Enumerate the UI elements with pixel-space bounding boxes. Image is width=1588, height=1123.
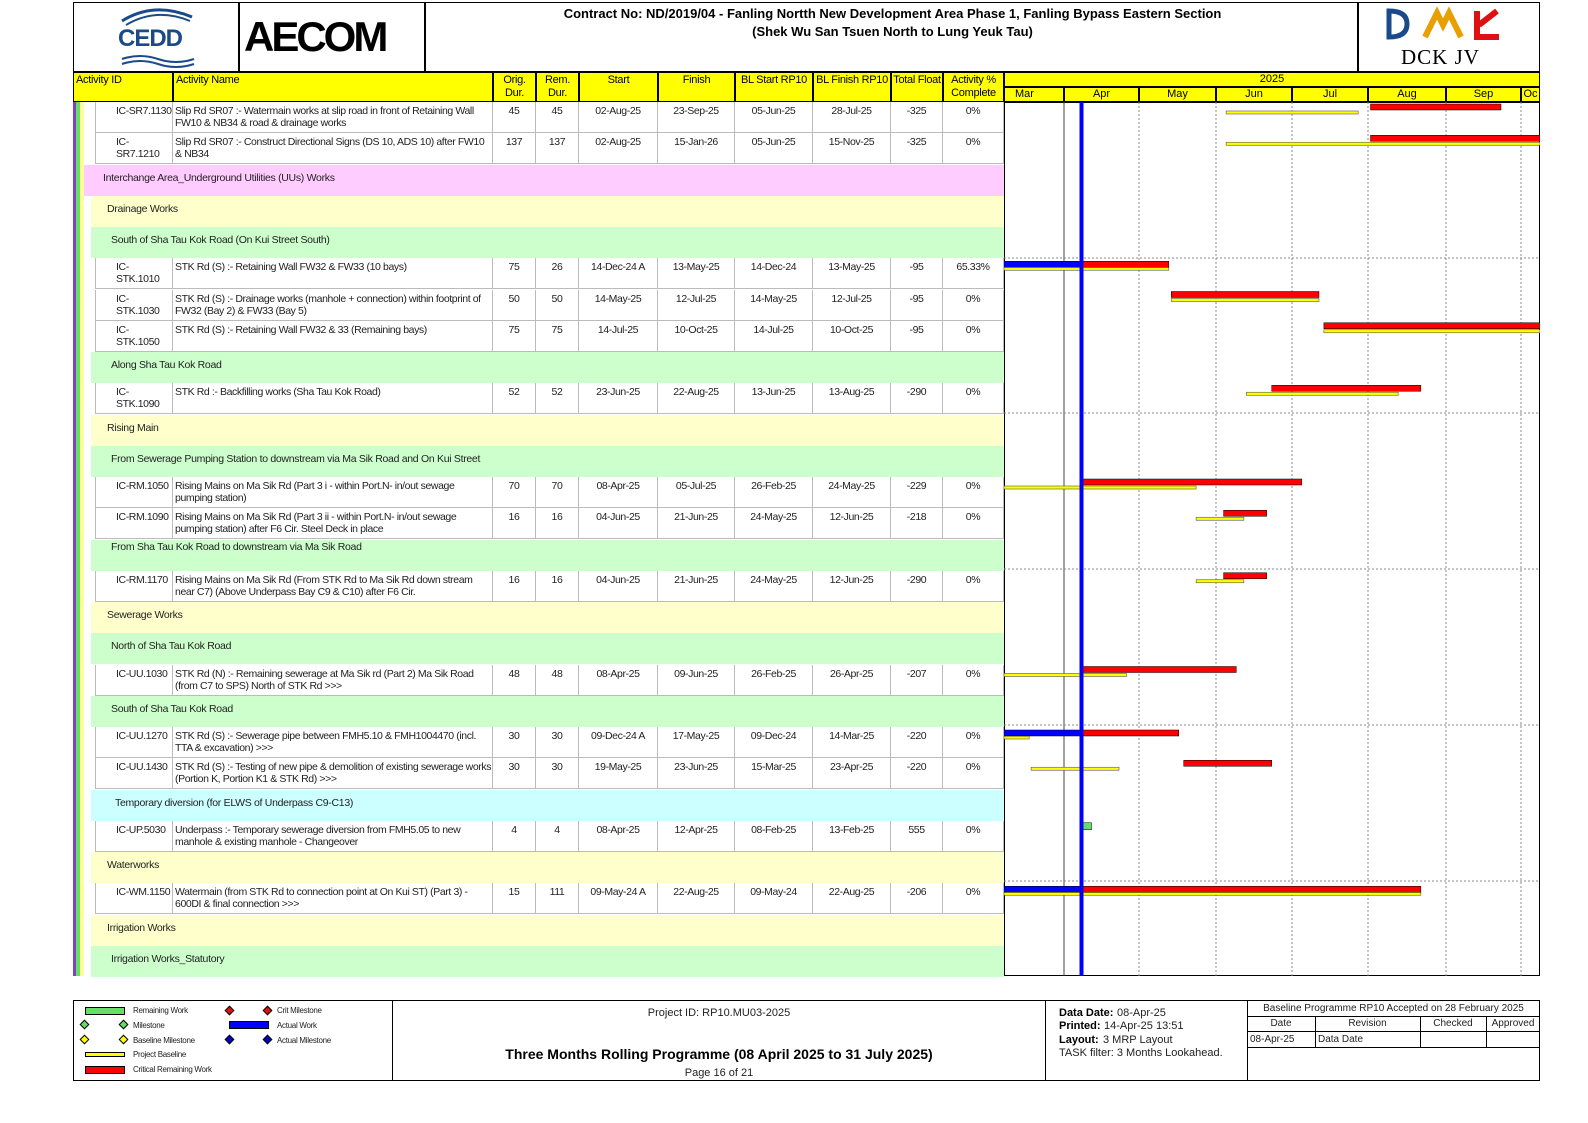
table-row[interactable] — [73, 321, 1004, 352]
legend-critical-swatch — [85, 1066, 125, 1074]
group-row[interactable] — [73, 540, 1004, 571]
table-row[interactable] — [73, 665, 1004, 696]
critical-bar — [1184, 760, 1272, 766]
cell-rem: 16 — [536, 508, 579, 539]
cell-id: IC-RM.1170 — [95, 571, 173, 602]
cell-bls: 08-Feb-25 — [735, 821, 813, 852]
rev-divider-1 — [1247, 1016, 1540, 1017]
cell-pct: 65.33% — [943, 258, 1004, 289]
cell-tf: -95 — [891, 321, 943, 352]
table-row[interactable] — [73, 383, 1004, 414]
table-row[interactable] — [73, 290, 1004, 321]
baseline-bar — [1004, 892, 1421, 895]
cell-finish: 05-Jul-25 — [658, 477, 735, 508]
gantt-month-apr: Apr — [1064, 87, 1139, 102]
critical-bar — [1082, 261, 1169, 267]
rev-header-date: Date — [1270, 1018, 1292, 1029]
col-finish[interactable]: Finish — [658, 72, 735, 102]
cell-start: 02-Aug-25 — [579, 133, 658, 164]
cell-orig: 52 — [493, 383, 536, 414]
legend-remaining-label: Remaining Work — [133, 1006, 188, 1015]
cell-start: 08-Apr-25 — [579, 477, 658, 508]
wbs-stripe-yellow — [80, 102, 84, 976]
cell-orig: 75 — [493, 321, 536, 352]
col-orig-dur[interactable]: Orig. Dur. — [493, 72, 536, 102]
cell-tf: 555 — [891, 821, 943, 852]
baseline-note: Baseline Programme RP10 Accepted on 28 February 2025 — [1263, 1003, 1524, 1014]
cell-tf: -220 — [891, 727, 943, 758]
critical-bar — [1224, 510, 1267, 516]
baseline-bar — [1004, 736, 1029, 739]
col-pct-complete[interactable]: Activity % Complete — [943, 72, 1004, 102]
cell-id: IC-RM.1050 — [95, 477, 173, 508]
cell-pct: 0% — [943, 883, 1004, 914]
group-label: South of Sha Tau Kok Road (On Kui Street South) — [111, 234, 330, 246]
cell-blf: 22-Aug-25 — [813, 883, 891, 914]
cell-finish: 22-Aug-25 — [658, 383, 735, 414]
gantt-month-jul: Jul — [1292, 87, 1368, 102]
cell-rem: 70 — [536, 477, 579, 508]
cell-start: 08-Apr-25 — [579, 665, 658, 696]
cell-pct: 0% — [943, 508, 1004, 539]
cell-finish: 12-Apr-25 — [658, 821, 735, 852]
printed-value: 14-Apr-25 13:51 — [1104, 1020, 1184, 1032]
gantt-month-mar: Mar — [1004, 87, 1064, 102]
task-filter: TASK filter: 3 Months Lookahead. — [1059, 1047, 1223, 1059]
aecom-logo-cell — [239, 2, 425, 72]
group-row[interactable] — [73, 165, 1004, 196]
cell-orig: 50 — [493, 290, 536, 321]
cell-name: STK Rd (S) :- Testing of new pipe & demolition of existing sewerage works (Portion K, Portion K1 & STK Rd) >>> — [173, 758, 493, 789]
critical-bar — [1224, 573, 1267, 579]
group-label: Drainage Works — [107, 202, 178, 215]
cell-name: STK Rd (S) :- Sewerage pipe between FMH5.10 & FMH1004470 (incl. TTA & excavation) >>> — [173, 727, 493, 758]
cell-blf: 12-Jun-25 — [813, 508, 891, 539]
cell-blf: 15-Nov-25 — [813, 133, 891, 164]
cell-bls: 14-Jul-25 — [735, 321, 813, 352]
critical-bar — [1082, 667, 1237, 673]
cell-rem: 111 — [536, 883, 579, 914]
cell-orig: 4 — [493, 821, 536, 852]
group-label: From Sha Tau Kok Road to downstream via Ma Sik Road — [111, 540, 362, 553]
cell-name: STK Rd (S) :- Retaining Wall FW32 & FW33 (10 bays) — [173, 258, 493, 289]
cell-pct: 0% — [943, 821, 1004, 852]
cell-start: 08-Apr-25 — [579, 821, 658, 852]
table-row[interactable] — [73, 758, 1004, 789]
cell-pct: 0% — [943, 290, 1004, 321]
cell-rem: 137 — [536, 133, 579, 164]
cell-blf: 24-May-25 — [813, 477, 891, 508]
cell-blf: 14-Mar-25 — [813, 727, 891, 758]
printed-label: Printed: — [1059, 1020, 1101, 1032]
cell-name: STK Rd :- Backfilling works (Sha Tau Kok Road) — [173, 383, 493, 414]
baseline-bar — [1004, 486, 1196, 489]
layout-value: 3 MRP Layout — [1103, 1034, 1173, 1046]
baseline-bar — [1196, 517, 1244, 520]
legend-actual-work-swatch — [229, 1021, 269, 1029]
baseline-bar — [1031, 767, 1119, 770]
cell-rem: 30 — [536, 727, 579, 758]
cedd-logo-cell — [73, 2, 239, 72]
cell-finish: 23-Sep-25 — [658, 102, 735, 133]
cell-finish: 17-May-25 — [658, 727, 735, 758]
cell-id: IC-SR7.1210 — [95, 133, 173, 164]
gantt-chart — [1004, 102, 1540, 976]
cell-rem: 26 — [536, 258, 579, 289]
group-label: South of Sha Tau Kok Road — [111, 702, 233, 715]
cell-blf: 23-Apr-25 — [813, 758, 891, 789]
cell-rem: 16 — [536, 571, 579, 602]
cell-name: Slip Rd SR07 :- Construct Directional Signs (DS 10, ADS 10) after FW10 & NB34 — [173, 133, 493, 164]
cell-start: 14-Dec-24 A — [579, 258, 658, 289]
cell-orig: 30 — [493, 727, 536, 758]
group-band — [91, 352, 1004, 383]
cell-orig: 30 — [493, 758, 536, 789]
cell-blf: 13-May-25 — [813, 258, 891, 289]
table-row[interactable] — [73, 477, 1004, 508]
cell-orig: 45 — [493, 102, 536, 133]
cell-bls: 14-May-25 — [735, 290, 813, 321]
group-label: Interchange Area_Underground Utilities (UUs) Works — [103, 171, 335, 184]
cell-bls: 14-Dec-24 — [735, 258, 813, 289]
gantt-year: 2025 — [1004, 72, 1540, 87]
cell-orig: 16 — [493, 508, 536, 539]
table-row[interactable] — [73, 102, 1004, 133]
col-activity-id[interactable]: Activity ID — [73, 72, 173, 102]
col-rem-dur[interactable]: Rem. Dur. — [536, 72, 579, 102]
cell-pct: 0% — [943, 727, 1004, 758]
cell-orig: 137 — [493, 133, 536, 164]
cell-name: Underpass :- Temporary sewerage diversion from FMH5.05 to new manhole & existing manhole - Changeover — [173, 821, 493, 852]
cell-tf: -95 — [891, 290, 943, 321]
cell-blf: 26-Apr-25 — [813, 665, 891, 696]
group-label: North of Sha Tau Kok Road — [111, 640, 232, 653]
cell-pct: 0% — [943, 383, 1004, 414]
group-row[interactable] — [73, 946, 1004, 977]
cell-rem: 30 — [536, 758, 579, 789]
cell-id: IC-STK.1030 — [95, 290, 173, 321]
group-row[interactable] — [73, 227, 1004, 258]
cell-pct: 0% — [943, 321, 1004, 352]
gantt-month-sep: Sep — [1446, 87, 1521, 102]
cell-name: STK Rd (S) :- Retaining Wall FW32 & 33 (Remaining bays) — [173, 321, 493, 352]
col-bl-start[interactable]: BL Start RP10 — [735, 72, 813, 102]
cell-finish: 21-Jun-25 — [658, 508, 735, 539]
cell-id: IC-STK.1010 — [95, 258, 173, 289]
cell-start: 04-Jun-25 — [579, 571, 658, 602]
cell-start: 02-Aug-25 — [579, 102, 658, 133]
cell-finish: 13-May-25 — [658, 258, 735, 289]
cell-start: 04-Jun-25 — [579, 508, 658, 539]
critical-bar — [1082, 886, 1421, 892]
critical-bar — [1082, 479, 1302, 485]
layout-label: Layout: — [1059, 1034, 1099, 1046]
cell-name: Slip Rd SR07 :- Watermain works at slip road in front of Retaining Wall FW10 & NB34 & road & drainage works — [173, 102, 493, 133]
cell-bls: 05-Jun-25 — [735, 102, 813, 133]
cell-rem: 50 — [536, 290, 579, 321]
group-row[interactable] — [73, 446, 1004, 477]
cell-bls: 26-Feb-25 — [735, 477, 813, 508]
cell-bls: 24-May-25 — [735, 571, 813, 602]
contract-sub: (Shek Wu San Tsuen North to Lung Yeuk Tau) — [752, 24, 1033, 39]
group-label: From Sewerage Pumping Station to downstream via Ma Sik Road and On Kui Street — [111, 452, 481, 465]
cell-pct: 0% — [943, 477, 1004, 508]
legend-crit-milestone-label: Crit Milestone — [277, 1006, 322, 1015]
cell-tf: -220 — [891, 758, 943, 789]
aecom-logo-text: AECOM — [244, 13, 386, 60]
cell-pct: 0% — [943, 571, 1004, 602]
col-start[interactable]: Start — [579, 72, 658, 102]
rev-divider-2 — [1247, 1031, 1540, 1032]
dck-logo-icon — [1359, 3, 1539, 47]
data-date-label: Data Date: — [1059, 1007, 1114, 1019]
group-band — [91, 946, 1004, 977]
group-label: Sewerage Works — [107, 609, 183, 621]
group-label: Along Sha Tau Kok Road — [111, 359, 222, 371]
baseline-bar — [1196, 580, 1244, 583]
dck-logo-cell — [1358, 2, 1540, 72]
rev-header-approved: Approved — [1491, 1018, 1535, 1029]
baseline-bar — [1226, 142, 1540, 145]
project-id: Project ID: RP10.MU03-2025 — [647, 1007, 791, 1019]
cell-orig: 75 — [493, 258, 536, 289]
table-row[interactable] — [73, 571, 1004, 602]
cell-name: Watermain (from STK Rd to connection point at On Kui ST) (Part 3) - 600DI & final connection >>> — [173, 883, 493, 914]
cell-blf: 13-Feb-25 — [813, 821, 891, 852]
cell-tf: -229 — [891, 477, 943, 508]
legend-milestone-label: Milestone — [133, 1021, 165, 1030]
cell-name: Rising Mains on Ma Sik Rd (Part 3 ii - within Port.N- in/out sewage pumping station) after F6 Cir. Steel Deck in place — [173, 508, 493, 539]
cell-bls: 24-May-25 — [735, 508, 813, 539]
cell-start: 14-Jul-25 — [579, 321, 658, 352]
actual-bar — [1004, 886, 1082, 892]
group-label: Rising Main — [107, 421, 159, 434]
cell-name: STK Rd (S) :- Drainage works (manhole + connection) within footprint of FW32 (Bay 2) & FW33 (Bay 5) — [173, 290, 493, 321]
critical-bar — [1272, 385, 1421, 391]
programme-title: Three Months Rolling Programme (08 April 2025 to 31 July 2025) — [505, 1046, 933, 1062]
cell-id: IC-UU.1030 — [95, 665, 173, 696]
cell-pct: 0% — [943, 102, 1004, 133]
table-row[interactable] — [73, 133, 1004, 164]
cell-bls: 05-Jun-25 — [735, 133, 813, 164]
cell-tf: -290 — [891, 383, 943, 414]
cedd-logo-text: CEDD — [118, 25, 183, 52]
group-band — [91, 852, 1004, 883]
cell-name: STK Rd (N) :- Remaining sewerage at Ma Sik rd (Part 2) Ma Sik Road (from C7 to SPS) North of STK Rd >>> — [173, 665, 493, 696]
cell-id: IC-STK.1050 — [95, 321, 173, 352]
gantt-month-may: May — [1139, 87, 1216, 102]
legend-remaining-swatch — [85, 1007, 125, 1015]
group-row[interactable] — [73, 915, 1004, 946]
cell-id: IC-UU.1430 — [95, 758, 173, 789]
baseline-bar — [1324, 330, 1540, 333]
group-row[interactable] — [73, 852, 1004, 883]
table-row[interactable] — [73, 821, 1004, 852]
page-number: Page 16 of 21 — [684, 1067, 754, 1079]
cell-name: Rising Mains on Ma Sik Rd (From STK Rd to Ma Sik Rd down stream near C7) (Above Underpass Bay C9 & C10) after F6 Cir. — [173, 571, 493, 602]
legend-baseline-milestone-label: Baseline Milestone — [133, 1036, 195, 1045]
cell-finish: 23-Jun-25 — [658, 758, 735, 789]
legend-critical-label: Critical Remaining Work — [133, 1065, 212, 1074]
legend-actual-work-label: Actual Work — [277, 1021, 317, 1030]
rev-divider-3 — [1247, 1047, 1540, 1048]
cell-id: IC-STK.1090 — [95, 383, 173, 414]
group-band — [91, 602, 1004, 633]
cell-id: IC-UU.1270 — [95, 727, 173, 758]
legend-project-baseline-swatch — [85, 1052, 125, 1057]
cell-blf: 13-Aug-25 — [813, 383, 891, 414]
rev-date: 08-Apr-25 — [1250, 1034, 1295, 1045]
rev-revision: Data Date — [1318, 1034, 1364, 1045]
cell-blf: 28-Jul-25 — [813, 102, 891, 133]
cell-bls: 09-May-24 — [735, 883, 813, 914]
gantt-month-aug: Aug — [1368, 87, 1446, 102]
cell-pct: 0% — [943, 758, 1004, 789]
cell-tf: -207 — [891, 665, 943, 696]
cell-start: 23-Jun-25 — [579, 383, 658, 414]
cell-pct: 0% — [943, 133, 1004, 164]
col-bl-finish[interactable]: BL Finish RP10 — [813, 72, 891, 102]
data-date-value: 08-Apr-25 — [1117, 1007, 1166, 1019]
cell-rem: 4 — [536, 821, 579, 852]
legend-project-baseline-label: Project Baseline — [133, 1050, 187, 1059]
cell-finish: 12-Jul-25 — [658, 290, 735, 321]
cell-start: 14-May-25 — [579, 290, 658, 321]
cell-orig: 16 — [493, 571, 536, 602]
table-row[interactable] — [73, 508, 1004, 539]
cell-tf: -290 — [891, 571, 943, 602]
group-band — [91, 915, 1004, 946]
baseline-bar — [1246, 392, 1398, 395]
group-band — [91, 196, 1004, 227]
group-label: Temporary diversion (for ELWS of Underpass C9-C13) — [115, 796, 354, 809]
baseline-bar — [1004, 267, 1169, 270]
cell-blf: 10-Oct-25 — [813, 321, 891, 352]
cell-bls: 13-Jun-25 — [735, 383, 813, 414]
gantt-month-jun: Jun — [1216, 87, 1292, 102]
dck-logo-text: DCK JV — [1401, 45, 1480, 69]
critical-bar — [1082, 730, 1179, 736]
gantt-month-oc: Oc — [1521, 87, 1540, 102]
group-row[interactable] — [73, 602, 1004, 633]
group-row[interactable] — [73, 696, 1004, 727]
cell-finish: 15-Jan-26 — [658, 133, 735, 164]
baseline-bar — [1226, 111, 1358, 114]
critical-bar — [1371, 104, 1501, 110]
cell-orig: 15 — [493, 883, 536, 914]
cell-blf: 12-Jun-25 — [813, 571, 891, 602]
actual-bar — [1004, 730, 1082, 736]
baseline-bar — [1004, 674, 1127, 677]
cell-rem: 48 — [536, 665, 579, 696]
cell-tf: -95 — [891, 258, 943, 289]
cell-finish: 22-Aug-25 — [658, 883, 735, 914]
cell-rem: 52 — [536, 383, 579, 414]
cell-start: 09-Dec-24 A — [579, 727, 658, 758]
group-label: Waterworks — [107, 859, 160, 871]
cell-orig: 70 — [493, 477, 536, 508]
cell-tf: -206 — [891, 883, 943, 914]
cell-pct: 0% — [943, 665, 1004, 696]
cell-id: IC-RM.1090 — [95, 508, 173, 539]
baseline-bar — [1171, 299, 1319, 302]
cell-start: 19-May-25 — [579, 758, 658, 789]
data-date-line — [1080, 102, 1084, 976]
group-row[interactable] — [73, 415, 1004, 446]
cell-start: 09-May-24 A — [579, 883, 658, 914]
cell-bls: 26-Feb-25 — [735, 665, 813, 696]
critical-bar — [1371, 135, 1540, 141]
col-total-float[interactable]: Total Float — [891, 72, 943, 102]
group-label: Irrigation Works_Statutory — [111, 952, 225, 965]
group-row[interactable] — [73, 790, 1004, 821]
cell-tf: -218 — [891, 508, 943, 539]
cell-finish: 21-Jun-25 — [658, 571, 735, 602]
cell-rem: 75 — [536, 321, 579, 352]
col-activity-name[interactable]: Activity Name — [173, 72, 493, 102]
rev-header-revision: Revision — [1348, 1018, 1387, 1029]
cell-tf: -325 — [891, 133, 943, 164]
critical-bar — [1171, 292, 1319, 298]
critical-bar — [1324, 323, 1540, 329]
cell-bls: 15-Mar-25 — [735, 758, 813, 789]
cell-id: IC-SR7.1130 — [95, 102, 173, 133]
cell-tf: -325 — [891, 102, 943, 133]
group-row[interactable] — [73, 633, 1004, 664]
group-row[interactable] — [73, 352, 1004, 383]
cell-id: IC-WM.1150 — [95, 883, 173, 914]
legend-actual-milestone-label: Actual Milestone — [277, 1036, 331, 1045]
table-row[interactable] — [73, 883, 1004, 914]
cell-finish: 09-Jun-25 — [658, 665, 735, 696]
cell-bls: 09-Dec-24 — [735, 727, 813, 758]
group-band — [91, 415, 1004, 446]
actual-bar — [1004, 261, 1082, 267]
table-row[interactable] — [73, 727, 1004, 758]
rev-header-checked: Checked — [1433, 1018, 1473, 1029]
cell-blf: 12-Jul-25 — [813, 290, 891, 321]
cell-orig: 48 — [493, 665, 536, 696]
cell-id: IC-UP.5030 — [95, 821, 173, 852]
cell-finish: 10-Oct-25 — [658, 321, 735, 352]
group-label: Irrigation Works — [107, 921, 176, 934]
contract-line: Contract No: ND/2019/04 - Fanling Nortth New Development Area Phase 1, Fanling Bypass Eastern Section — [563, 6, 1222, 21]
cell-name: Rising Mains on Ma Sik Rd (Part 3 i - within Port.N- in/out sewage pumping station) — [173, 477, 493, 508]
table-row[interactable] — [73, 258, 1004, 289]
cell-rem: 45 — [536, 102, 579, 133]
group-row[interactable] — [73, 196, 1004, 227]
